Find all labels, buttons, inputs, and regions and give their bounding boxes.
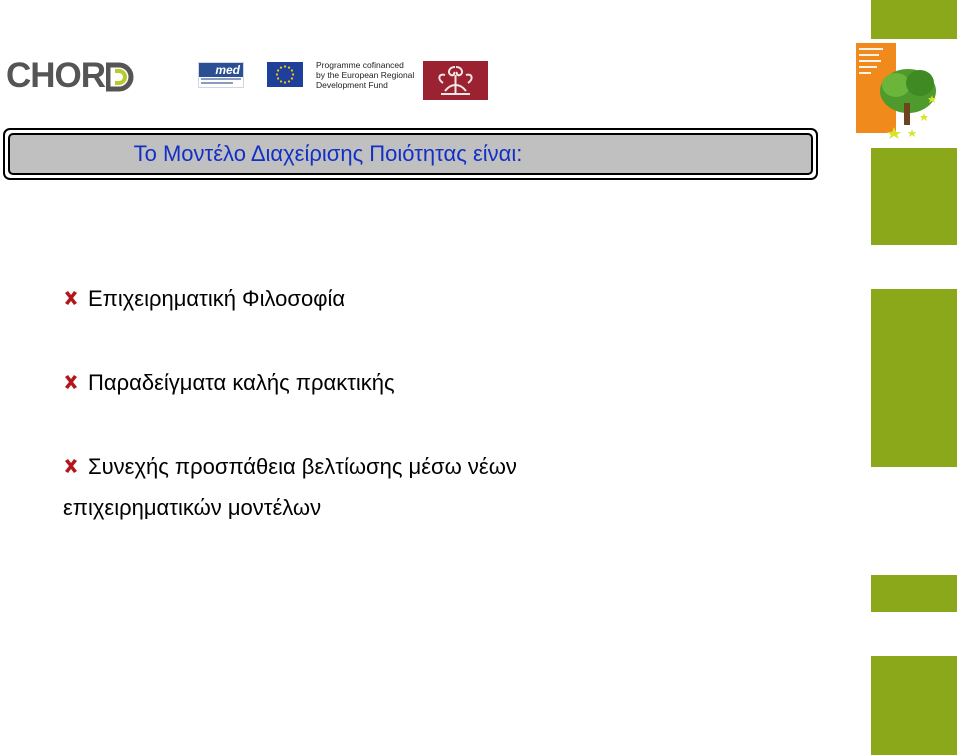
cross-bullet-icon bbox=[63, 374, 79, 390]
eu-star-icon bbox=[291, 77, 293, 79]
emblem-logo-icon bbox=[423, 61, 488, 100]
bullet-continuation: επιχειρηματικών μοντέλων bbox=[63, 495, 322, 520]
eu-star-icon bbox=[291, 69, 293, 71]
eu-star-icon bbox=[277, 69, 279, 71]
eu-star-icon bbox=[280, 80, 282, 82]
eu-star-icon bbox=[292, 73, 294, 75]
green-accent-bar bbox=[871, 148, 957, 245]
eu-star-icon bbox=[280, 66, 282, 68]
bullet-text: Συνεχής προσπάθεια βελτίωσης μέσω νέων bbox=[88, 454, 517, 479]
bullet-text: Επιχειρηματική Φιλοσοφία bbox=[88, 286, 346, 311]
eu-star-icon bbox=[288, 66, 290, 68]
eu-star-icon bbox=[288, 80, 290, 82]
eu-flag-icon bbox=[267, 62, 303, 87]
slide-title-fill bbox=[8, 133, 813, 175]
program-line: Programme cofinanced bbox=[316, 60, 404, 70]
tree-organisation-logo-icon bbox=[856, 43, 940, 139]
eu-star-icon bbox=[276, 73, 278, 75]
programme-cofinanced-text bbox=[316, 60, 414, 90]
green-accent-bar bbox=[871, 0, 957, 39]
chord-d-ring-icon bbox=[106, 61, 136, 91]
program-line: by the European Regional bbox=[316, 70, 415, 80]
chord-logo-text: CHOR bbox=[6, 56, 106, 95]
green-accent-bar bbox=[871, 575, 957, 612]
med-logo-text: med bbox=[215, 63, 240, 77]
eu-star-icon bbox=[284, 81, 286, 83]
med-programme-logo bbox=[198, 62, 244, 88]
slide-title: Το Μοντέλο Διαχείρισης Ποιότητας είναι: bbox=[133, 141, 523, 166]
med-logo-line bbox=[201, 82, 233, 84]
bullet-text: Παραδείγματα καλής πρακτικής bbox=[88, 370, 395, 395]
eu-star-icon bbox=[284, 65, 286, 67]
green-accent-bar bbox=[871, 656, 957, 755]
med-logo-line bbox=[201, 78, 241, 80]
program-line: Development Fund bbox=[316, 80, 388, 90]
cross-bullet-icon bbox=[63, 458, 79, 474]
slide-title-box bbox=[3, 128, 818, 180]
chord-logo bbox=[6, 58, 136, 94]
green-accent-bar bbox=[871, 289, 957, 467]
eu-star-icon bbox=[277, 77, 279, 79]
cross-bullet-icon bbox=[63, 290, 79, 306]
